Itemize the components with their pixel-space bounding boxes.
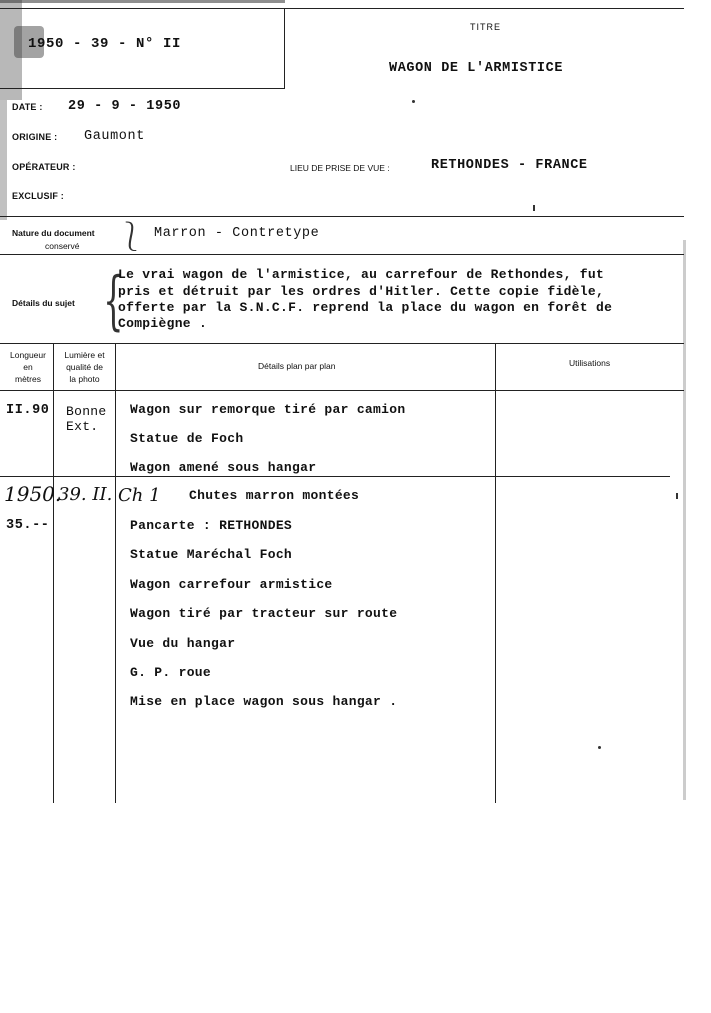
section1-longueur: II.90: [6, 403, 50, 418]
section2-plan-8: Mise en place wagon sous hangar .: [130, 694, 398, 709]
section2-plan-4: Wagon carrefour armistice: [130, 577, 333, 592]
speck-2: [533, 205, 535, 211]
origine-label: ORIGINE :: [12, 132, 58, 142]
reference-number: 1950 - 39 - N° II: [28, 36, 182, 52]
section2-plan-2: Pancarte : RETHONDES: [130, 518, 293, 533]
lieu-value: RETHONDES - FRANCE: [431, 158, 588, 173]
rule-col-2: [115, 343, 116, 803]
handwritten-year: 1950.: [4, 482, 62, 506]
section1-plan-2: Statue de Foch: [130, 431, 244, 446]
header-longueur: Longueur en mètres: [10, 350, 46, 384]
titre-value: WAGON DE L'ARMISTICE: [389, 61, 564, 76]
details-line-4: Compiègne .: [118, 316, 208, 331]
section2-longueur: 35.--: [6, 518, 50, 533]
section2-plan-3: Statue Maréchal Foch: [130, 547, 293, 562]
speck-4: [676, 493, 678, 499]
section2-plan-6: Vue du hangar: [130, 636, 236, 651]
rule-section-divider: [0, 476, 670, 477]
rule-col-3: [495, 343, 496, 803]
section2-plan-1: Chutes marron montées: [189, 488, 360, 503]
section1-lumiere-1: Bonne: [66, 404, 107, 419]
details-label: Détails du sujet: [12, 298, 75, 308]
scan-noise-right-edge: [683, 240, 686, 800]
titre-label: TITRE: [470, 22, 501, 32]
rule-col-1: [53, 343, 54, 803]
section1-plan-3: Wagon amené sous hangar: [130, 460, 317, 475]
nature-value: Marron - Contretype: [154, 226, 320, 241]
rule-top: [0, 8, 684, 9]
date-label: DATE :: [12, 102, 43, 112]
lieu-label: LIEU DE PRISE DE VUE :: [290, 163, 390, 173]
rule-header-divider: [284, 8, 285, 88]
details-brace: {: [103, 264, 124, 338]
speck-3: [598, 746, 601, 749]
nature-label-line1: Nature du document: [12, 228, 95, 238]
rule-table-header-bottom: [0, 390, 684, 391]
section1-lumiere-2: Ext.: [66, 419, 99, 434]
header-utilisations: Utilisations: [569, 358, 611, 368]
operateur-label: OPÉRATEUR :: [12, 162, 76, 172]
rule-nature-bottom: [0, 254, 684, 255]
details-line-2: pris et détruit par les ordres d'Hitler. Cette copie fidèle,: [118, 284, 605, 299]
nature-label-line2: conservé: [45, 241, 80, 251]
section2-plan-5: Wagon tiré par tracteur sur route: [130, 606, 398, 621]
section1-plan-1: Wagon sur remorque tiré par camion: [130, 402, 406, 417]
header-details: Détails plan par plan: [258, 361, 336, 371]
handwritten-mark: Ch 1: [118, 485, 161, 506]
nature-brace: ⎱: [117, 220, 146, 253]
handwritten-ref: 39. II.: [58, 484, 113, 505]
date-value: 29 - 9 - 1950: [68, 99, 182, 114]
scan-noise-left-edge: [0, 100, 7, 220]
rule-ref-bottom: [0, 88, 285, 89]
details-line-3: offerte par la S.N.C.F. reprend la place du wagon en forêt de: [118, 300, 613, 315]
rule-nature-top: [0, 216, 684, 217]
scan-noise-top: [0, 0, 285, 3]
section2-plan-7: G. P. roue: [130, 665, 212, 680]
origine-value: Gaumont: [84, 129, 145, 144]
exclusif-label: EXCLUSIF :: [12, 191, 65, 201]
header-lumiere: Lumière et qualité de la photo: [64, 350, 105, 384]
details-line-1: Le vrai wagon de l'armistice, au carrefour de Rethondes, fut: [118, 267, 605, 282]
rule-table-top: [0, 343, 684, 344]
speck-1: [412, 100, 415, 103]
